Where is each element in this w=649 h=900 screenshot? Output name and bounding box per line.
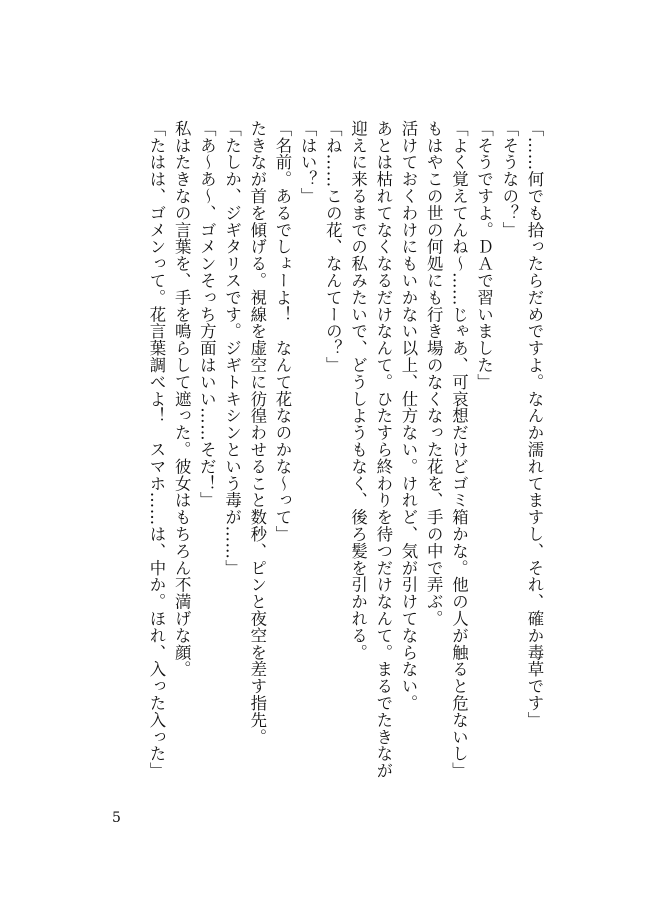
text-line: 迎えに来るまでの私みたいで、どうしようもなく、後ろ髪を引かれる。	[348, 120, 368, 661]
text-line: 「名前。あるでしょーよ！ なんて花なのかな～って」	[272, 120, 292, 543]
text-line: 「あ～あ～、ゴメンそっち方面はいい……そだ！」	[197, 120, 217, 509]
text-line: 「ね……この花、なんてーの？」	[323, 120, 343, 374]
text-line: 「よく覚えてんね～……じゃあ、可哀想だけどゴミ箱かな。他の人が触ると危ないし」	[449, 120, 469, 780]
text-line: もはやこの世の何処にも行き場のなくなった花を、手の中で弄ぶ。	[424, 120, 444, 627]
text-line: 「……何でも拾ったらだめですよ。なんか濡れてますし、それ、確か毒草です」	[525, 120, 544, 729]
text-line: 「そうなの？」	[499, 120, 519, 239]
text-line: 「はい？」	[298, 120, 318, 205]
vertical-text-block	[144, 120, 547, 780]
text-line: あとは枯れてなくなるだけなんて。ひたすら終わりを待つだけなんて。まるでたきなが	[373, 120, 393, 780]
text-line: 私はたきなの言葉を、手を鳴らして遮った。彼女はもちろん不満げな顔。	[172, 120, 192, 678]
page-number: 5	[112, 810, 121, 826]
text-line: 「たはは、ゴメンって。花言葉調べよ！ スマホ……は、中か。ほれ、入った入った」	[146, 120, 166, 780]
text-line: 「たしか、ジギタリスです。ジギトキシンという毒が……」	[222, 120, 242, 577]
text-line: たきなが首を傾げる。視線を虚空に彷徨わせること数秒、ピンと夜空を差す指先。	[247, 120, 267, 746]
text-line: 「そうですよ。ＤＡで習いました」	[474, 120, 494, 391]
text-line: 活けておくわけにもいかない以上、仕方ない。けれど、気が引けてならない。	[398, 120, 418, 712]
